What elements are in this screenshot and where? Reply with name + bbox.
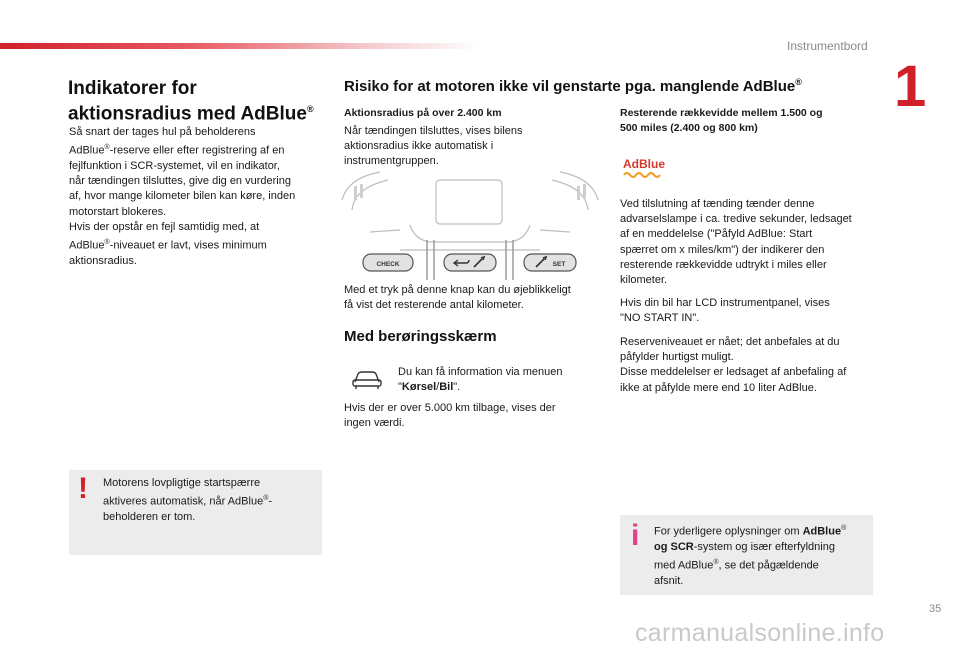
middle-para-2: Med et tryk på denne knap kan du øjeblikkeligt få vist det resterende antal kilometer. — [344, 284, 571, 312]
middle-para-3: Hvis der er over 5.000 km tilbage, vises der ingen værdi. — [344, 402, 556, 430]
set-button-label: SET — [552, 261, 566, 268]
instrument-cluster-illustration — [340, 170, 600, 285]
sub-heading-over-2400: Aktionsradius på over 2.400 km — [344, 107, 502, 119]
car-icon — [351, 368, 383, 390]
page-number: 35 — [929, 603, 942, 615]
touchscreen-info: Du kan få information via menuen "Kørsel/Bil". — [398, 366, 563, 394]
sub-heading-1500-500: Resterende rækkevidde mellem 1.500 og 500 miles (2.400 og 800 km) — [620, 107, 823, 134]
watermark: carmanualsonline.info — [635, 619, 885, 647]
set-button — [524, 254, 576, 271]
left-title: Indikatorer for aktionsradius med AdBlue® — [68, 78, 314, 125]
right-para-2: Hvis din bil har LCD instrumentpanel, vises "NO START IN". — [620, 297, 830, 325]
back-wrench-button — [444, 254, 496, 271]
info-text: For yderligere oplysninger om AdBlue® og SCR-system og især efterfyldning med AdBlue®, se det pågældende afsnit. — [654, 525, 847, 587]
right-para-1: Ved tilslutning af tænding tænder denne advarselslampe i ca. tredive sekunder, ledsaget af en meddelelse ("Påfyld AdBlue: Start spærret om x miles/km") der indikerer den resterende rækkevidde udtrykt i miles eller kilometer. — [620, 198, 852, 287]
section-title: Instrumentbord — [787, 39, 868, 53]
touchscreen-title: Med berøringsskærm — [344, 328, 497, 345]
right-para-3: Reserveniveauet er nået; det anbefales at du påfylder hurtigst muligt. Disse meddelelser er ledsaget af anbefaling af ikke at påfylde mere end 10 liter AdBlue. — [620, 336, 847, 394]
info-icon: i — [631, 519, 640, 552]
chapter-number: 1 — [894, 54, 927, 119]
header-red-bar — [0, 43, 480, 49]
middle-para-1: Når tændingen tilsluttes, vises bilens aktionsradius ikke automatisk i instrumentgruppen. — [344, 125, 523, 168]
middle-title: Risiko for at motoren ikke vil genstarte pga. manglende AdBlue® — [344, 77, 802, 95]
left-paragraph: Så snart der tages hul på beholderens AdBlue®-reserve eller efter registrering af en fejlfunktion i SCR-systemet, vil en indikator, når tændingen tilsluttes, give dig en vurdering af, hvor mange kilometer bilen kan køre, inden motorstart blokeres. Hvis der opstår en fejl samtidig med, at AdBlue®-niveauet er lavt, vises minimum aktionsradius. — [69, 126, 296, 267]
adblue-label: AdBlue — [623, 157, 665, 171]
warning-text: Motorens lovpligtige startspærre aktiveres automatisk, når AdBlue®- beholderen er tom. — [103, 477, 273, 524]
adblue-wave-icon — [623, 171, 663, 178]
check-button-label: CHECK — [376, 261, 400, 268]
warning-icon: ! — [78, 472, 88, 505]
adblue-warning-icon — [623, 157, 665, 178]
